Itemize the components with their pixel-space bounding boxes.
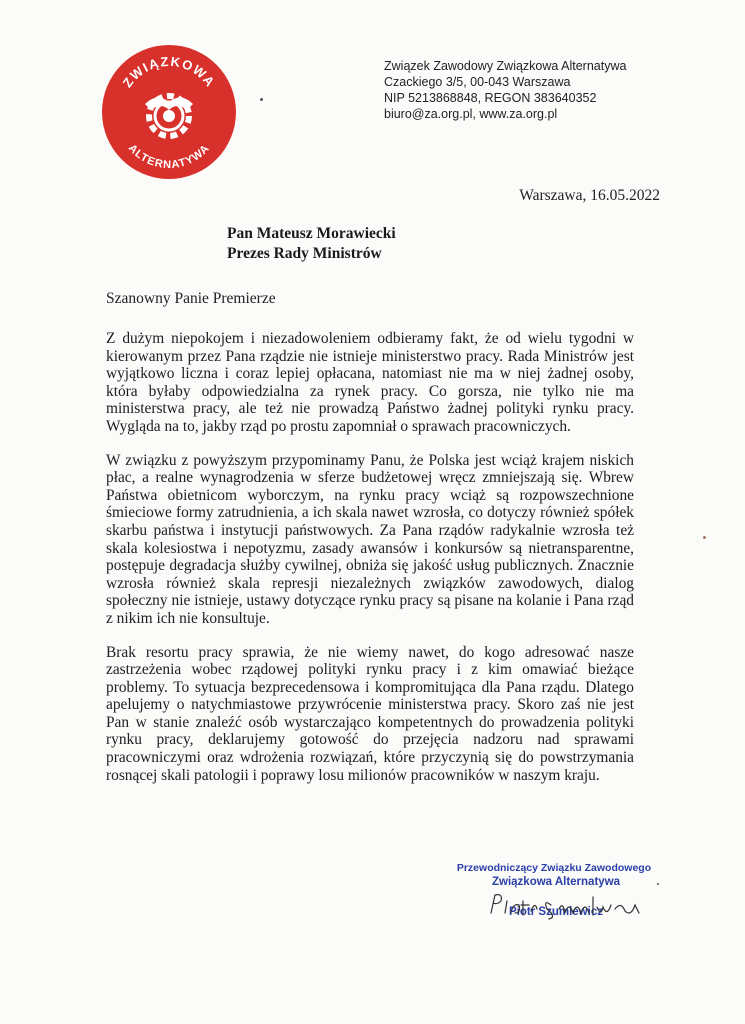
recipient-block xyxy=(227,224,396,264)
stamp-line-2: Związkowa Alternatywa xyxy=(491,876,621,888)
letter-date: Warszawa, 16.05.2022 xyxy=(519,187,660,204)
recipient-name: Pan Mateusz Morawiecki xyxy=(227,225,396,242)
scan-speck xyxy=(703,536,706,539)
logo-text-bottom: ALTERNATYWA xyxy=(125,142,213,172)
union-logo xyxy=(101,44,237,180)
sender-address: Czackiego 3/5, 00-043 Warszawa xyxy=(384,75,571,89)
sender-ids: NIP 5213868848, REGON 383640352 xyxy=(384,91,597,105)
salutation: Szanowny Panie Premierze xyxy=(106,290,276,307)
scan-speck xyxy=(657,883,659,885)
body-paragraph: Brak resortu pracy sprawia, że nie wiemy nawet, do kogo adresować nasze zastrzeżenia wobec rządowej polityki rynku pracy i z kim omawiać bieżące problemy. To sytuacja bezprecedensowa i kompromitująca dla Pana rządu. Dlatego apelujemy o natychmiastowe przywrócenie ministerstwa pracy. Skoro zaś nie jest Pan w stanie znaleźć osób wystarczająco kompetentnych do prowadzenia polityki rynku pracy, deklarujemy gotowość do przejęcia nadzoru nad sprawami pracowniczymi oraz wdrożenia rozwiązań, które przyczynią się do powstrzymania rosnącej skali patologii i poprawy losu milionów pracowników w naszym kraju. xyxy=(106,643,634,784)
body-paragraph: Z dużym niepokojem i niezadowoleniem odbieramy fakt, że od wielu tygodni w kierowanym przez Pana rządzie nie istnieje ministerstwo pracy. Rada Ministrów jest wyjątkowo liczna i coraz lepiej opłacana, natomiast nie ma w niej żadnej osoby, która byłaby odpowiedzialna za rynek pracy. Co gorsza, nie tylko nie ma ministerstwa pracy, ale też nie prowadzą Państwo żadnej polityki rynku pracy. Wygląda na to, jakby rząd po prostu zapomniał o sprawach pracowniczych. xyxy=(106,330,634,435)
stamp-name: Piotr Szumlewicz xyxy=(509,906,603,918)
body-paragraph: W związku z powyższym przypominamy Panu, że Polska jest wciąż krajem niskich płac, a realne wynagrodzenia w sferze budżetowej wręcz zmniejszają się. Wbrew Państwa obietnicom wyborczym, na rynku pracy wciąż są rozpowszechnione śmieciowe formy zatrudnienia, a ich skala nawet wzrosła, co dotyczy również spółek skarbu państwa i instytucji państwowych. Za Pana rządów radykalnie wzrosła też skala kolesiostwa i nepotyzmu, zasady awansów i konkursów są nietransparentne, postępuje degradacja służby cywilnej, obniża się jakość usług publicznych. Znacznie wzrosła również skala represji niezależnych związków zawodowych, dialog społeczny nie istnieje, ustawy dotyczące rynku pracy są pisane na kolanie i Pana rząd z nikim ich nie konsultuje. xyxy=(106,451,634,627)
sender-contact: biuro@za.org.pl, www.za.org.pl xyxy=(384,107,558,121)
stamp-line-1: Przewodniczący Związku Zawodowego xyxy=(456,862,652,874)
scan-speck xyxy=(260,98,263,101)
sender-block xyxy=(384,58,626,122)
handwritten-signature xyxy=(485,887,655,925)
logo-text-top: ZWIĄZKOWA xyxy=(119,53,219,91)
letter-body xyxy=(106,330,634,800)
recipient-title: Prezes Rady Ministrów xyxy=(227,245,382,262)
sender-name: Związek Zawodowy Związkowa Alternatywa xyxy=(384,59,627,73)
